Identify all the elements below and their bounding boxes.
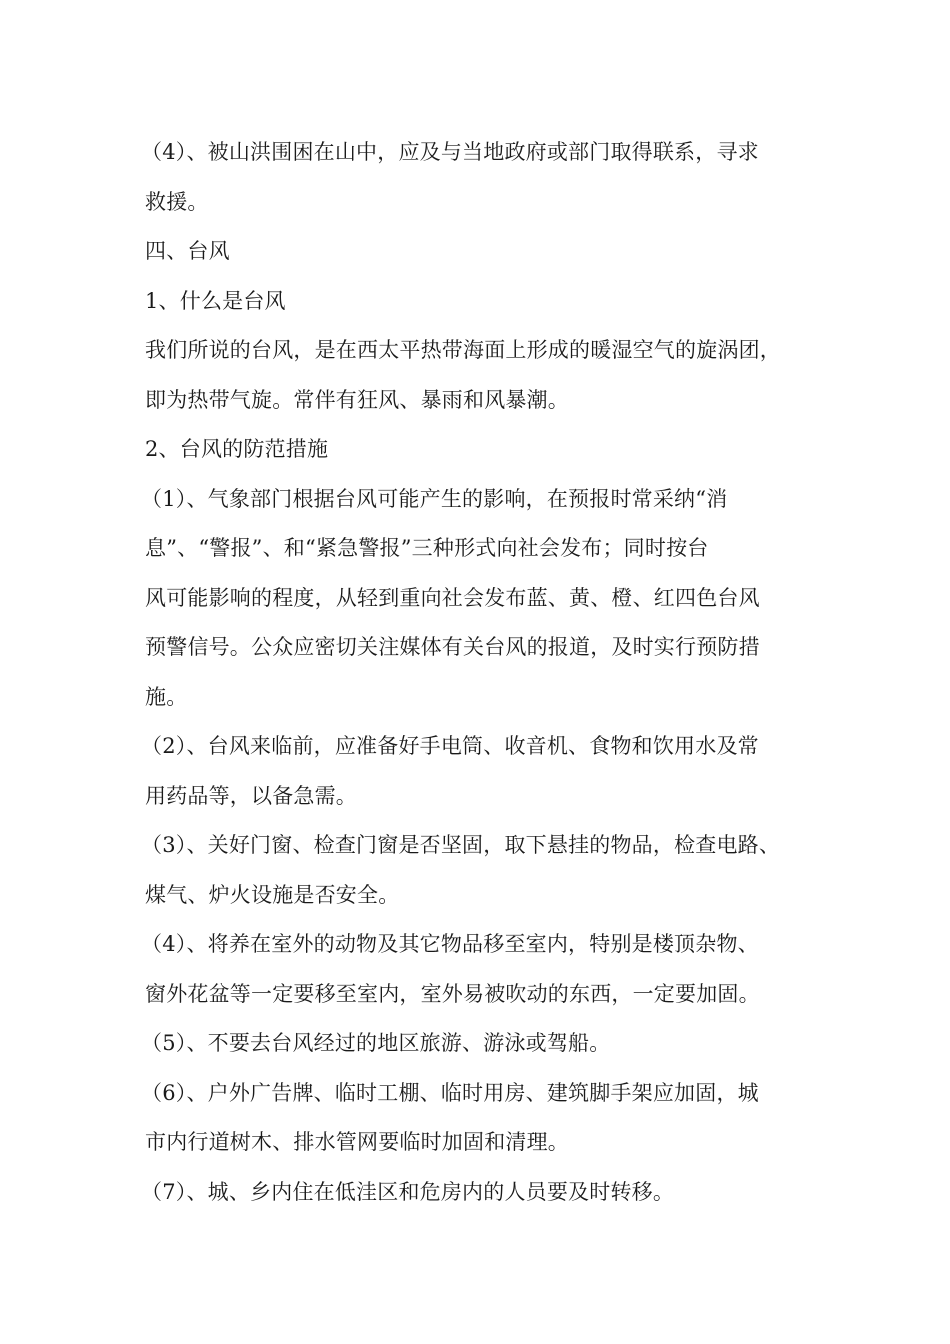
paragraph-line: （5）、不要去台风经过的地区旅游、游泳或驾船。 [141,1031,611,1055]
paragraph-line: 施。 [145,684,188,709]
paragraph-line: 即为热带气旋。常伴有狂风、暴雨和风暴潮。 [145,387,569,412]
subsection-heading: 2、台风的防范措施 [145,437,329,461]
paragraph-line: 我们所说的台风，是在西太平热带海面上形成的暖湿空气的旋涡团， [145,338,781,362]
paragraph-line: 息”、“警报”、和“紧急警报”三种形式向社会发布；同时按台 [145,536,709,560]
paragraph-line: （7）、城、乡内住在低洼区和危房内的人员要及时转移。 [141,1179,675,1204]
paragraph-line: （2）、台风来临前，应准备好手电筒、收音机、食物和饮用水及常 [141,734,759,758]
paragraph-line: 预警信号。公众应密切关注媒体有关台风的报道，及时实行预防措 [145,635,760,659]
paragraph-line: 市内行道树木、排水管网要临时加固和清理。 [145,1130,569,1154]
paragraph-line: 风可能影响的程度，从轻到重向社会发布蓝、黄、橙、红四色台风 [145,585,760,610]
paragraph-line: （4）、将养在室外的动物及其它物品移至室内，特别是楼顶杂物、 [141,932,759,956]
paragraph-line: 救援。 [145,189,209,214]
paragraph-line: （6）、户外广告牌、临时工棚、临时用房、建筑脚手架应加固，城 [141,1080,759,1105]
paragraph-line: （4）、被山洪围困在山中，应及与当地政府或部门取得联系，寻求 [141,140,759,164]
paragraph-line: 煤气、炉火设施是否安全。 [145,882,400,907]
paragraph-line: 用药品等，以备急需。 [145,783,357,808]
paragraph-line: （1）、气象部门根据台风可能产生的影响，在预报时常采纳“消 [141,486,728,511]
paragraph-line: （3）、关好门窗、检查门窗是否坚固，取下悬挂的物品，检查电路、 [141,833,781,857]
section-heading: 四、台风 [145,239,230,263]
paragraph-line: 窗外花盆等一定要移至室内，室外易被吹动的东西，一定要加固。 [145,981,760,1006]
subsection-heading: 1、什么是台风 [145,288,286,313]
document-body [141,128,810,1217]
